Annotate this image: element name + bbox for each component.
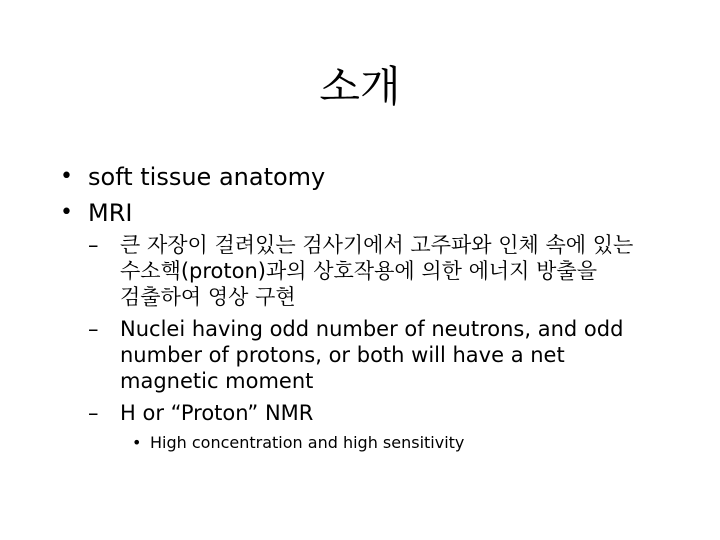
bullet-marker: • [60,164,73,189]
dash-marker: – [88,401,99,425]
dash-marker: – [88,233,99,257]
sub-bullet-text: H or “Proton” NMR [120,401,314,425]
bullet-marker: • [132,433,142,452]
dash-marker: – [88,317,99,341]
slide-title: 소개 [319,62,401,111]
bullet-marker: • [60,200,73,225]
bullet-text: MRI [88,199,133,227]
sub-bullet-text: 큰 자장이 걸려있는 검사기에서 고주파와 인체 속에 있는 수소핵(proton)과의 상호작용에 의한 에너지 방출을 검출하여 영상 구현 [120,233,634,309]
sub-sub-bullet-text: High concentration and high sensitivity [150,433,465,452]
bullet-text: soft tissue anatomy [88,163,326,191]
sub-bullet-text: Nuclei having odd number of neutrons, and odd number of protons, or both will have a net magnetic moment [120,317,624,393]
